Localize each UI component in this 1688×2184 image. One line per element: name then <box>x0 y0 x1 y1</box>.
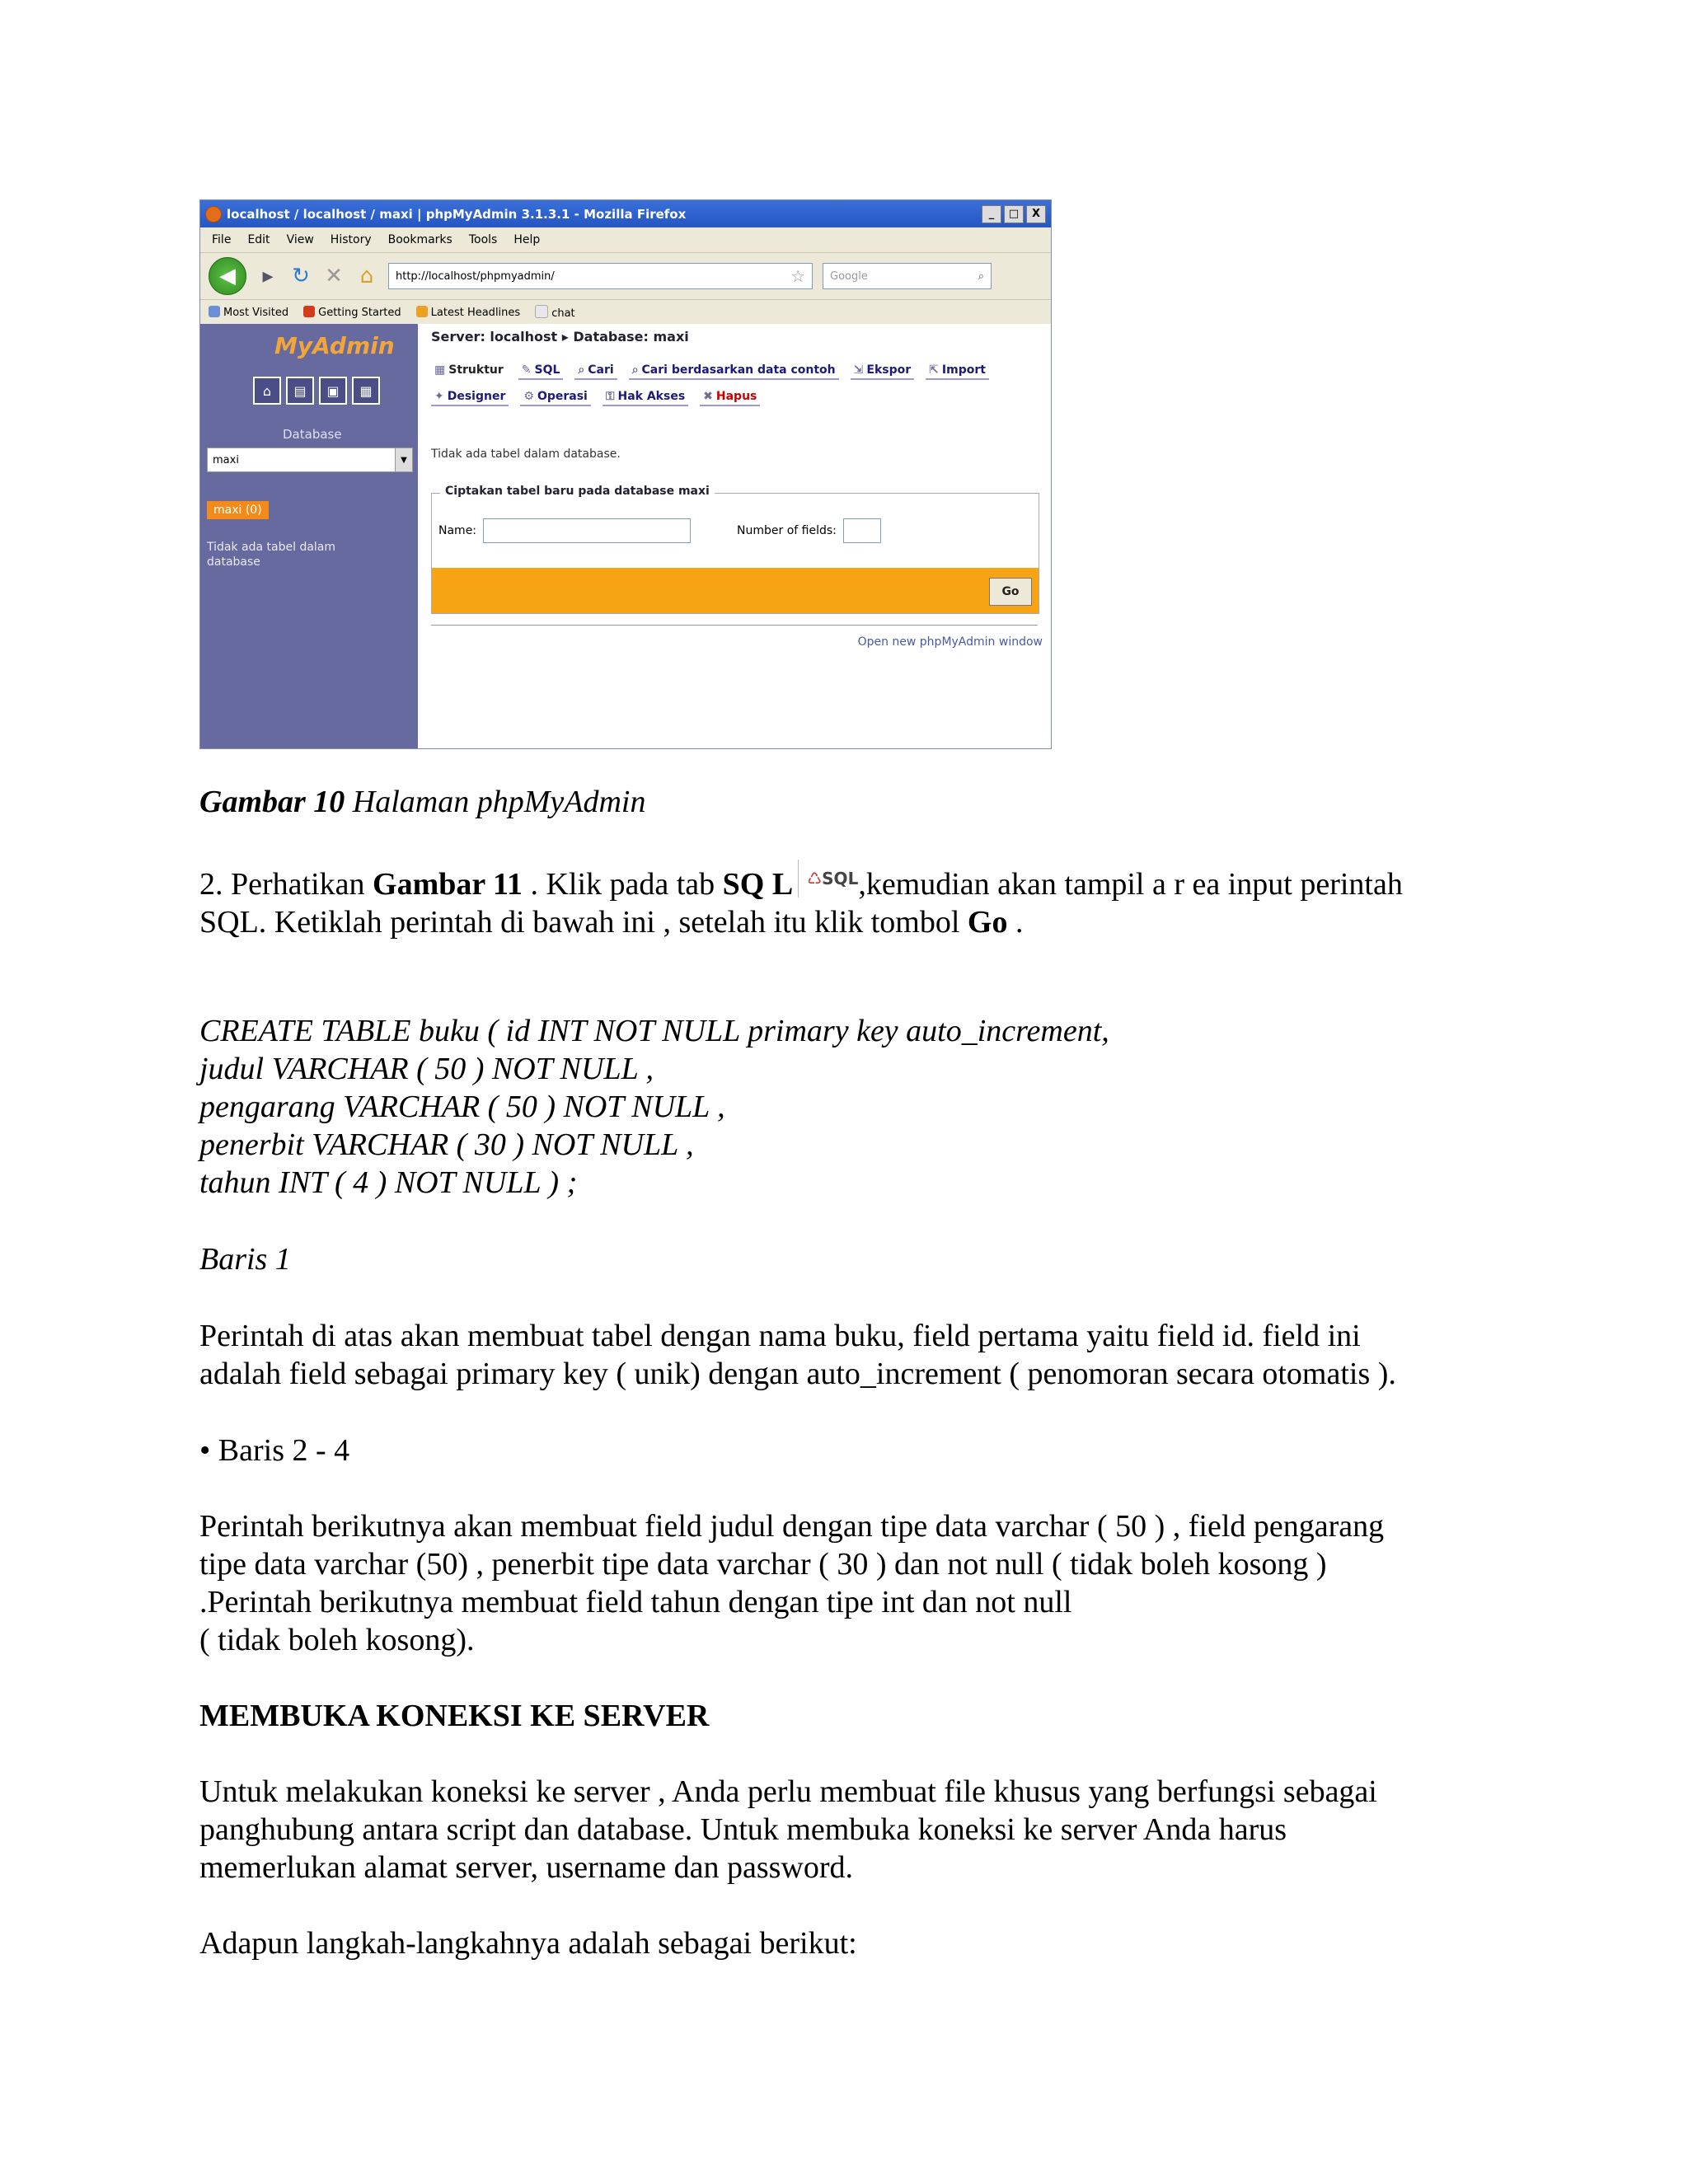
minimize-button[interactable]: _ <box>982 205 1001 223</box>
search-icon[interactable]: ⌕ <box>978 269 984 283</box>
caption-number: Gambar 10 <box>199 785 345 819</box>
home-icon[interactable]: ⌂ <box>253 377 281 405</box>
privileges-icon: ⚿ <box>605 390 615 403</box>
caption-text: Halaman phpMyAdmin <box>345 785 646 819</box>
menu-history[interactable]: History <box>330 233 372 246</box>
chevron-down-icon[interactable]: ▼ <box>395 448 412 471</box>
bookmark-icon <box>209 306 220 317</box>
window-title: localhost / localhost / maxi | phpMyAdmin 3.1.3.1 - Mozilla Firefox <box>227 206 687 222</box>
code-line: pengarang VARCHAR ( 50 ) NOT NULL , <box>199 1090 725 1124</box>
navigation-toolbar <box>200 253 1051 300</box>
tab-ekspor[interactable]: ⇲ Ekspor <box>851 363 915 380</box>
structure-icon: ▦ <box>434 363 446 377</box>
import-icon: ⇱ <box>929 363 939 377</box>
search-icon: ⌕ <box>631 363 639 377</box>
forward-arrow-icon[interactable]: ▸ <box>262 264 274 288</box>
database-select-value: maxi <box>213 453 239 466</box>
baris-2-4-explanation <box>199 1507 1502 1659</box>
tab-hak-akses[interactable]: ⚿ Hak Akses <box>603 390 688 406</box>
text-line: Perintah di atas akan membuat tabel dengan nama buku, field pertama yaitu field id. field ini <box>199 1319 1361 1353</box>
connection-paragraph <box>199 1773 1502 1886</box>
step-2-paragraph <box>199 860 1502 941</box>
stop-icon[interactable]: ✕ <box>325 264 343 288</box>
baris-2-4-label: • Baris 2 - 4 <box>199 1433 350 1468</box>
star-icon[interactable]: ☆ <box>790 266 805 286</box>
query-window-icon[interactable]: ▤ <box>286 377 314 405</box>
text-line: Perintah berikutnya akan membuat field judul dengan tipe data varchar ( 50 ) , field pengarang <box>199 1509 1385 1544</box>
bookmark-most-visited[interactable]: Most Visited <box>209 306 288 319</box>
sql-icon: ✎ <box>521 363 532 377</box>
breadcrumb[interactable]: Server: localhost ▸ Database: maxi <box>431 329 689 344</box>
create-table-fieldset <box>431 485 1039 614</box>
code-line: penerbit VARCHAR ( 30 ) NOT NULL , <box>199 1127 694 1162</box>
bookmark-latest-headlines[interactable]: Latest Headlines <box>416 306 521 319</box>
tab-query-by-example[interactable]: ⌕ Cari berdasarkan data contoh <box>629 363 839 380</box>
text-line: Untuk melakukan koneksi ke server , Anda perlu membuat file khusus yang berfungsi sebagai <box>199 1774 1377 1809</box>
open-new-window-link[interactable]: Open new phpMyAdmin window <box>857 635 1043 649</box>
step-2-line-1: 2. Perhatikan Gambar 11 . Klik pada tab SQ L ♺SQL,kemudian akan tampil a r ea input perintah <box>199 860 1502 903</box>
phpmyadmin-screenshot <box>199 199 1052 749</box>
fields-label: Number of fields: <box>737 524 837 537</box>
search-input[interactable] <box>823 263 992 289</box>
tab-sql[interactable]: ✎ SQL <box>518 363 564 380</box>
firefox-icon <box>205 206 222 223</box>
window-titlebar <box>200 200 1051 227</box>
divider <box>431 625 1038 626</box>
menu-edit[interactable]: Edit <box>247 233 270 246</box>
number-of-fields-input[interactable] <box>843 518 881 543</box>
menu-file[interactable]: File <box>212 233 232 246</box>
tab-import[interactable]: ⇱ Import <box>926 363 989 380</box>
designer-icon: ✦ <box>434 390 444 403</box>
text-line: memerlukan alamat server, username dan password. <box>199 1850 854 1885</box>
back-arrow-icon[interactable]: ◀ <box>209 257 246 295</box>
code-line: CREATE TABLE buku ( id INT NOT NULL primary key auto_increment, <box>199 1014 1109 1048</box>
text-line: panghubung antara script dan database. Untuk membuka koneksi ke server Anda harus <box>199 1812 1287 1847</box>
text-line: ( tidak boleh kosong). <box>199 1623 475 1657</box>
bookmark-getting-started[interactable]: Getting Started <box>303 306 401 319</box>
code-line: tahun INT ( 4 ) NOT NULL ) ; <box>199 1165 578 1200</box>
current-database-link[interactable]: maxi (0) <box>207 501 269 519</box>
baris-1-label: Baris 1 <box>199 1242 291 1277</box>
create-table-footer <box>432 568 1039 613</box>
browser-content <box>200 324 1051 748</box>
search-icon: ⌕ <box>578 363 585 377</box>
create-table-legend: Ciptakan tabel baru pada database maxi <box>440 485 715 498</box>
menu-bookmarks[interactable]: Bookmarks <box>387 233 452 246</box>
pma-logo[interactable]: MyAdmin <box>274 332 395 359</box>
name-label: Name: <box>438 524 477 537</box>
sql-docs-icon[interactable]: ▦ <box>352 377 380 405</box>
export-icon: ⇲ <box>853 363 864 377</box>
sql-code-block <box>199 1012 1109 1202</box>
url-text: http://localhost/phpmyadmin/ <box>396 269 555 283</box>
create-table-row <box>438 518 881 543</box>
code-line: judul VARCHAR ( 50 ) NOT NULL , <box>199 1052 654 1086</box>
menu-help[interactable]: Help <box>513 233 541 246</box>
bookmark-chat[interactable]: chat <box>535 305 574 320</box>
pma-sidebar <box>200 324 418 748</box>
baris-1-explanation <box>199 1317 1502 1393</box>
maximize-button[interactable]: □ <box>1004 205 1024 223</box>
sidebar-note: Tidak ada tabel dalam database <box>207 541 336 569</box>
tab-operasi[interactable]: ⚙ Operasi <box>520 390 590 406</box>
search-placeholder: Google <box>830 269 868 283</box>
close-button[interactable]: X <box>1026 205 1046 223</box>
pma-main-panel <box>418 324 1051 748</box>
menu-tools[interactable]: Tools <box>468 233 498 246</box>
steps-intro: Adapun langkah-langkahnya adalah sebagai berikut: <box>199 1926 857 1961</box>
database-label: Database <box>283 427 342 442</box>
database-select[interactable] <box>207 448 413 472</box>
step-2-line-2: SQL. Ketiklah perintah di bawah ini , setelah itu klik tombol Go . <box>199 905 1024 940</box>
gear-icon: ⚙ <box>523 390 534 403</box>
table-name-input[interactable] <box>483 518 691 543</box>
home-icon[interactable]: ⌂ <box>359 264 374 288</box>
text-line: .Perintah berikutnya membuat field tahun dengan tipe int dan not null <box>199 1585 1072 1619</box>
text-line: adalah field sebagai primary key ( unik) dengan auto_increment ( penomoran secara otomatis ). <box>199 1357 1396 1391</box>
delete-icon: ✖ <box>703 390 713 403</box>
section-heading: MEMBUKA KONEKSI KE SERVER <box>199 1699 710 1733</box>
page-icon <box>535 305 548 318</box>
no-tables-message: Tidak ada tabel dalam database. <box>431 448 621 461</box>
docs-icon[interactable]: ▣ <box>319 377 347 405</box>
tab-designer[interactable]: ✦ Designer <box>431 390 509 406</box>
menu-bar <box>200 227 1051 253</box>
tab-hapus[interactable]: ✖ Hapus <box>700 390 760 406</box>
pma-tab-bar <box>431 363 1025 406</box>
go-button[interactable]: Go <box>989 578 1032 606</box>
firefox-bookmark-icon <box>303 306 315 317</box>
tab-cari[interactable]: ⌕ Cari <box>574 363 617 380</box>
text-line: tipe data varchar (50) , penerbit tipe data varchar ( 30 ) dan not null ( tidak boleh kosong ) <box>199 1547 1327 1582</box>
tab-struktur[interactable]: ▦ Struktur <box>434 363 504 377</box>
menu-view[interactable]: View <box>286 233 314 246</box>
url-bar[interactable] <box>388 263 813 289</box>
rss-icon <box>416 306 428 317</box>
bookmarks-toolbar <box>200 300 1051 326</box>
figure-caption <box>199 783 645 821</box>
sql-tab-icon: ♺SQL <box>798 860 858 898</box>
reload-icon[interactable]: ↻ <box>292 264 310 288</box>
sidebar-icon-row <box>253 377 380 405</box>
